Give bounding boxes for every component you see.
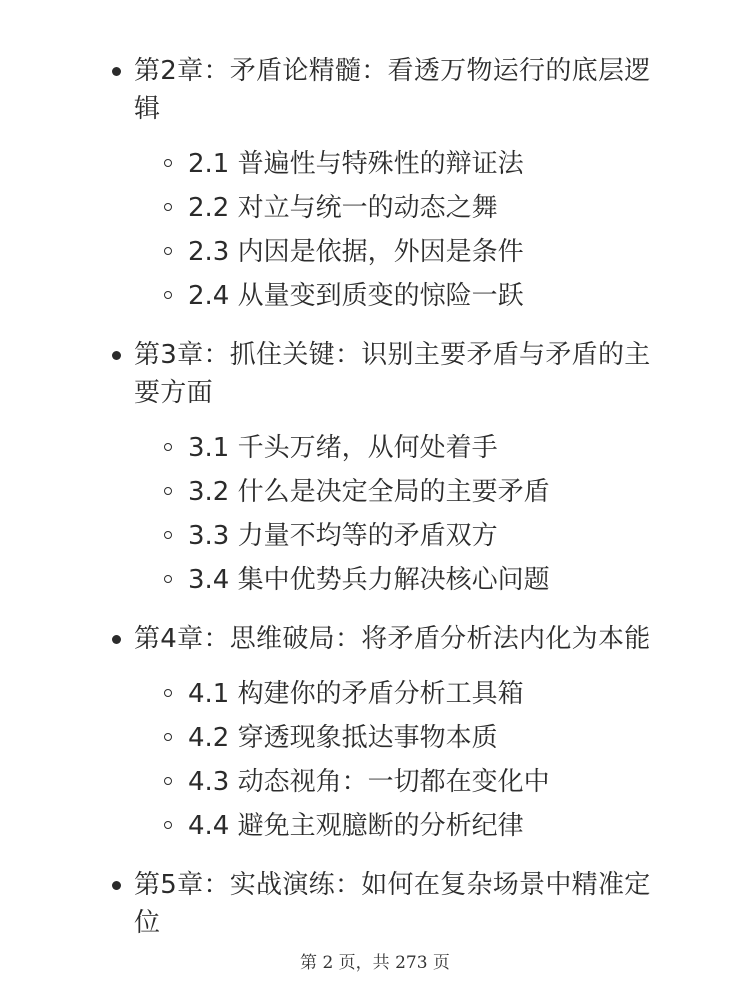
section-title: 3.4 集中优势兵力解决核心问题 [188,565,550,595]
section-item [0,672,750,716]
section-list [0,672,750,848]
section-title: 2.1 普遍性与特殊性的辩证法 [188,149,524,179]
bullet-icon [112,67,121,76]
circle-bullet-icon [164,247,172,255]
chapter-item [0,52,750,128]
section-item [0,558,750,602]
chapter-title: 第3章：抓住关键：识别主要矛盾与矛盾的主要方面 [134,340,651,408]
chapter-item [0,620,750,658]
section-item [0,142,750,186]
section-list [0,426,750,602]
circle-bullet-icon [164,821,172,829]
circle-bullet-icon [164,203,172,211]
circle-bullet-icon [164,575,172,583]
chapter-title: 第4章：思维破局：将矛盾分析法内化为本能 [134,624,651,654]
chapter-title: 第5章：实战演练：如何在复杂场景中精准定位 [134,870,651,938]
section-item [0,426,750,470]
circle-bullet-icon [164,733,172,741]
section-list [0,142,750,318]
chapter-title: 第2章：矛盾论精髓：看透万物运行的底层逻辑 [134,56,651,124]
section-title: 3.1 千头万绪，从何处着手 [188,433,498,463]
circle-bullet-icon [164,487,172,495]
section-item [0,274,750,318]
bullet-icon [112,881,121,890]
circle-bullet-icon [164,777,172,785]
section-title: 4.1 构建你的矛盾分析工具箱 [188,679,524,709]
section-title: 4.3 动态视角：一切都在变化中 [188,767,550,797]
chapter-item [0,866,750,942]
section-item [0,186,750,230]
table-of-contents [0,52,750,942]
section-title: 2.2 对立与统一的动态之舞 [188,193,498,223]
section-item [0,804,750,848]
section-title: 4.2 穿透现象抵达事物本质 [188,723,498,753]
circle-bullet-icon [164,159,172,167]
bullet-icon [112,635,121,644]
circle-bullet-icon [164,291,172,299]
section-title: 3.2 什么是决定全局的主要矛盾 [188,477,550,507]
section-title: 3.3 力量不均等的矛盾双方 [188,521,498,551]
section-title: 2.3 内因是依据，外因是条件 [188,237,524,267]
page-number: 第 2 页，共 273 页 [300,953,450,973]
section-item [0,716,750,760]
section-title: 2.4 从量变到质变的惊险一跃 [188,281,524,311]
chapter-item [0,336,750,412]
circle-bullet-icon [164,531,172,539]
section-item [0,760,750,804]
section-item [0,514,750,558]
section-item [0,230,750,274]
section-item [0,470,750,514]
circle-bullet-icon [164,689,172,697]
circle-bullet-icon [164,443,172,451]
section-title: 4.4 避免主观臆断的分析纪律 [188,811,524,841]
bullet-icon [112,351,121,360]
